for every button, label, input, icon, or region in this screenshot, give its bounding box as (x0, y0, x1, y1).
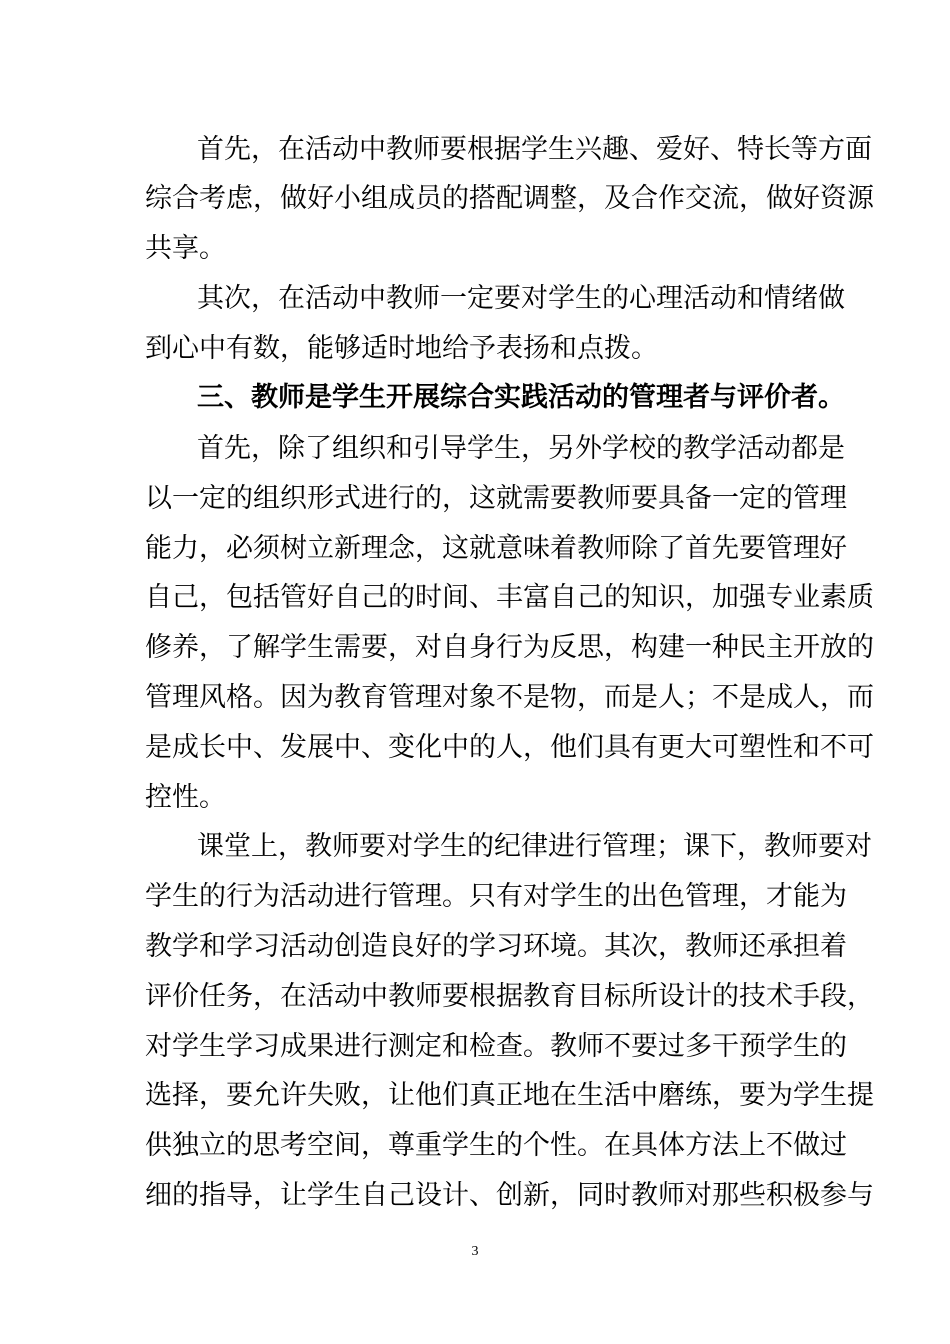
text-line: 课堂上，教师要对学生的纪律进行管理；课下，教师要对 (197, 831, 872, 862)
text-line: 其次，在活动中教师一定要对学生的心理活动和情绪做 (197, 283, 845, 314)
text-line: 首先，在活动中教师要根据学生兴趣、爱好、特长等方面 (197, 134, 872, 165)
text-line: 综合考虑，做好小组成员的搭配调整，及合作交流，做好资源 (145, 183, 874, 214)
section-heading: 三、教师是学生开展综合实践活动的管理者与评价者。 (197, 382, 845, 413)
text-line: 评价任务，在活动中教师要根据教育目标所设计的技术手段， (145, 981, 874, 1012)
text-line: 能力，必须树立新理念，这就意味着教师除了首先要管理好 (145, 533, 847, 564)
text-line: 细的指导，让学生自己设计、创新，同时教师对那些积极参与 (145, 1180, 874, 1211)
text-line: 共享。 (145, 233, 226, 264)
text-line: 对学生学习成果进行测定和检查。教师不要过多干预学生的 (145, 1031, 847, 1062)
text-line: 是成长中、发展中、变化中的人，他们具有更大可塑性和不可 (145, 732, 874, 763)
text-line: 管理风格。因为教育管理对象不是物，而是人；不是成人，而 (145, 682, 874, 713)
text-line: 控性。 (145, 782, 226, 813)
text-line: 选择，要允许失败，让他们真正地在生活中磨练，要为学生提 (145, 1080, 874, 1111)
text-line: 以一定的组织形式进行的，这就需要教师要具备一定的管理 (145, 483, 847, 514)
text-line: 学生的行为活动进行管理。只有对学生的出色管理，才能为 (145, 881, 847, 912)
page-number: 3 (471, 1244, 479, 1259)
text-line: 教学和学习活动创造良好的学习环境。其次，教师还承担着 (145, 931, 847, 962)
text-line: 到心中有数，能够适时地给予表扬和点拨。 (145, 333, 658, 364)
text-line: 自己，包括管好自己的时间、丰富自己的知识，加强专业素质 (145, 582, 874, 613)
text-line: 修养，了解学生需要，对自身行为反思，构建一种民主开放的 (145, 632, 874, 663)
text-line: 首先，除了组织和引导学生，另外学校的教学活动都是 (197, 433, 845, 464)
text-line: 供独立的思考空间，尊重学生的个性。在具体方法上不做过 (145, 1130, 847, 1161)
